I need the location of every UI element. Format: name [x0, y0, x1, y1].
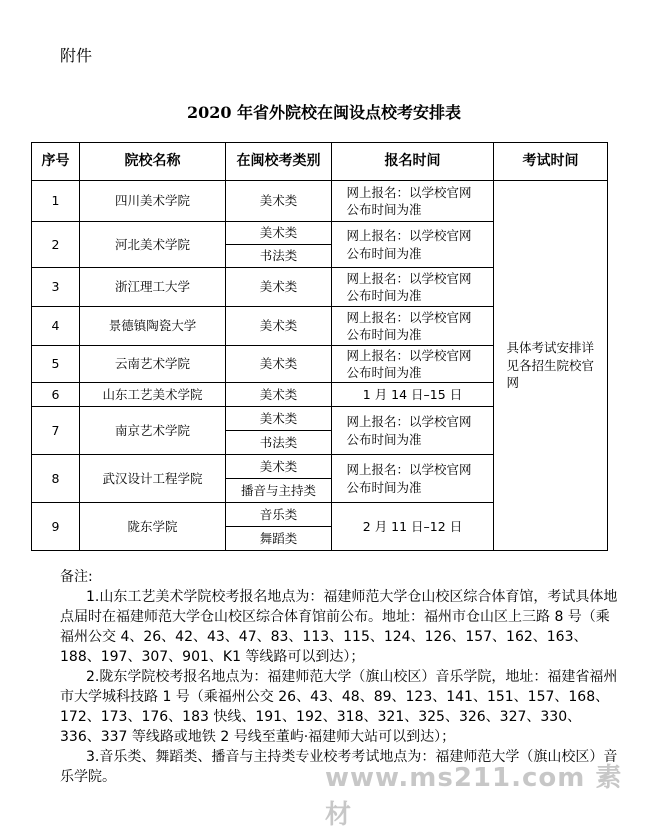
school-cell: 陇东学院 [80, 503, 226, 551]
seq-cell: 2 [32, 222, 80, 268]
category-cell: 书法类 [226, 245, 332, 268]
category-cell: 美术类 [226, 307, 332, 346]
seq-cell: 6 [32, 383, 80, 407]
category-cell: 美术类 [226, 407, 332, 431]
table-header-row [32, 143, 608, 181]
school-cell: 云南艺术学院 [80, 346, 226, 383]
category-cell: 书法类 [226, 431, 332, 455]
seq-cell: 8 [32, 455, 80, 503]
registration-cell: 2 月 11 日–12 日 [332, 503, 494, 551]
registration-cell [332, 455, 494, 503]
registration-text: 网上报名：以学校官网公布时间为准 [346, 347, 472, 380]
seq-cell: 9 [32, 503, 80, 551]
school-cell: 四川美术学院 [80, 181, 226, 222]
category-cell: 音乐类 [226, 503, 332, 527]
seq-cell: 3 [32, 268, 80, 307]
table-row [32, 181, 608, 222]
category-cell: 舞蹈类 [226, 527, 332, 551]
note-item: 2.陇东学院校考报名地点为：福建师范大学（旗山校区）音乐学院，地址：福建省福州市大学城科技路 1 号（乘福州公交 26、43、48、89、123、141、151、157、168、172、173、176、183 快线、191、192、318、321、325、326、327、330、336、337 等线路或地铁 2 号线至董屿·福建师大站可以到达）； [60, 669, 618, 745]
header-registration: 报名时间 [332, 143, 494, 181]
header-seq: 序号 [32, 143, 80, 181]
watermark: www.ms211.com 素材 [325, 763, 623, 830]
attachment-label: 附件 [60, 46, 93, 65]
registration-text: 网上报名：以学校官网公布时间为准 [346, 309, 472, 342]
school-cell: 武汉设计工程学院 [80, 455, 226, 503]
school-cell: 浙江理工大学 [80, 268, 226, 307]
registration-text: 网上报名：以学校官网公布时间为准 [346, 270, 472, 303]
registration-cell [332, 346, 494, 383]
exam-time-text: 具体考试安排详见各招生院校官网 [506, 340, 595, 391]
registration-cell [332, 222, 494, 268]
registration-text: 网上报名：以学校官网公布时间为准 [346, 462, 472, 495]
registration-text: 网上报名：以学校官网公布时间为准 [346, 184, 472, 217]
registration-cell [332, 181, 494, 222]
header-category: 在闽校考类别 [226, 143, 332, 181]
registration-cell [332, 307, 494, 346]
page-title: 2020 年省外院校在闽设点校考安排表 [186, 103, 462, 122]
header-school: 院校名称 [80, 143, 226, 181]
seq-cell: 7 [32, 407, 80, 455]
school-cell: 山东工艺美术学院 [80, 383, 226, 407]
notes-section [60, 567, 620, 787]
header-exam-time: 考试时间 [494, 143, 608, 181]
seq-cell: 5 [32, 346, 80, 383]
category-cell: 播音与主持类 [226, 479, 332, 503]
note-item: 1.山东工艺美术学院校考报名地点为：福建师范大学仓山校区综合体育馆，考试具体地点届时在福建师范大学仓山校区综合体育馆前公布。地址：福州市仓山区上三路 8 号（乘福州公交 4、26、42、43、47、83、113、115、124、126、157、162、163、188、197、307、901、K1 等线路可以到达）； [60, 589, 618, 665]
registration-text: 网上报名：以学校官网公布时间为准 [346, 414, 472, 447]
school-cell: 河北美术学院 [80, 222, 226, 268]
registration-cell [332, 407, 494, 455]
category-cell: 美术类 [226, 455, 332, 479]
school-cell: 景德镇陶瓷大学 [80, 307, 226, 346]
exam-time-cell [494, 181, 608, 551]
category-cell: 美术类 [226, 383, 332, 407]
note-item: 3.音乐类、舞蹈类、播音与主持类专业校考考试地点为：福建师范大学（旗山校区）音乐学院。 [60, 749, 618, 785]
category-cell: 美术类 [226, 222, 332, 245]
registration-cell: 1 月 14 日–15 日 [332, 383, 494, 407]
category-cell: 美术类 [226, 181, 332, 222]
registration-text: 网上报名：以学校官网公布时间为准 [346, 228, 472, 261]
seq-cell: 1 [32, 181, 80, 222]
category-cell: 美术类 [226, 268, 332, 307]
notes-heading: 备注: [60, 569, 93, 585]
category-cell: 美术类 [226, 346, 332, 383]
schedule-table [31, 142, 608, 551]
registration-cell [332, 268, 494, 307]
seq-cell: 4 [32, 307, 80, 346]
school-cell: 南京艺术学院 [80, 407, 226, 455]
